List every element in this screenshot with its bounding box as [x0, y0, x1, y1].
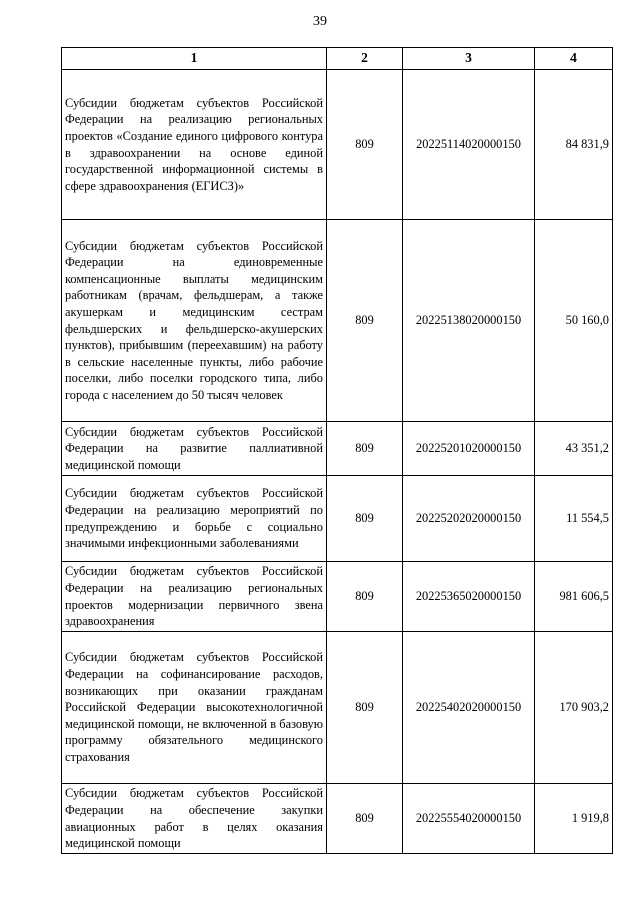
row-code: 809: [327, 70, 403, 220]
table-row: [62, 784, 613, 854]
row-kbk: 20225201020000150: [403, 422, 535, 476]
row-description: Субсидии бюджетам субъектов Российской Федерации на реализацию региональных проектов модернизации первичного звена здравоохранения: [62, 562, 327, 632]
row-kbk: 20225114020000150: [403, 70, 535, 220]
row-kbk: 20225138020000150: [403, 220, 535, 422]
row-code: 809: [327, 422, 403, 476]
page-number: 39: [313, 14, 327, 29]
column-header-4: 4: [535, 48, 613, 70]
table-row: [62, 632, 613, 784]
table-row: [62, 476, 613, 562]
row-amount: 11 554,5: [535, 476, 613, 562]
row-kbk: 20225402020000150: [403, 632, 535, 784]
row-description: Субсидии бюджетам субъектов Российской Федерации на софинансирование расходов, возникающих при оказании гражданам Российской Федерации высокотехнологичной медицинской помощи, не включенной в базовую программу обязательного медицинского страхования: [62, 632, 327, 784]
row-description: Субсидии бюджетам субъектов Российской Федерации на единовременные компенсационные выплаты медицинским работникам (врачам, фельдшерам, а также акушеркам и медицинским сестрам фельдшерских и фельдшерско-акушерских пунктов), прибывшим (переехавшим) на работу в сельские населенные пункты, либо рабочие поселки, либо поселки городского типа, либо города с населением до 50 тысяч человек: [62, 220, 327, 422]
table-row: [62, 220, 613, 422]
row-description: Субсидии бюджетам субъектов Российской Федерации на развитие паллиативной медицинской помощи: [62, 422, 327, 476]
column-header-2: 2: [327, 48, 403, 70]
table-row: [62, 422, 613, 476]
row-kbk: 20225365020000150: [403, 562, 535, 632]
row-amount: 84 831,9: [535, 70, 613, 220]
row-description: Субсидии бюджетам субъектов Российской Федерации на обеспечение закупки авиационных работ в целях оказания медицинской помощи: [62, 784, 327, 854]
row-code: 809: [327, 476, 403, 562]
row-amount: 170 903,2: [535, 632, 613, 784]
row-code: 809: [327, 562, 403, 632]
row-code: 809: [327, 784, 403, 854]
row-kbk: 20225554020000150: [403, 784, 535, 854]
row-amount: 1 919,8: [535, 784, 613, 854]
row-amount: 43 351,2: [535, 422, 613, 476]
row-code: 809: [327, 220, 403, 422]
column-header-1: 1: [62, 48, 327, 70]
row-amount: 50 160,0: [535, 220, 613, 422]
budget-table: [61, 47, 613, 854]
table-header-row: [62, 48, 613, 70]
row-description: Субсидии бюджетам субъектов Российской Федерации на реализацию мероприятий по предупреждению и борьбе с социально значимыми инфекционными заболеваниями: [62, 476, 327, 562]
table-row: [62, 562, 613, 632]
table-row: [62, 70, 613, 220]
row-amount: 981 606,5: [535, 562, 613, 632]
column-header-3: 3: [403, 48, 535, 70]
row-kbk: 20225202020000150: [403, 476, 535, 562]
row-description: Субсидии бюджетам субъектов Российской Федерации на реализацию региональных проектов «Создание единого цифрового контура в здравоохранении на основе единой государственной информационной системы в сфере здравоохранения (ЕГИСЗ)»: [62, 70, 327, 220]
row-code: 809: [327, 632, 403, 784]
